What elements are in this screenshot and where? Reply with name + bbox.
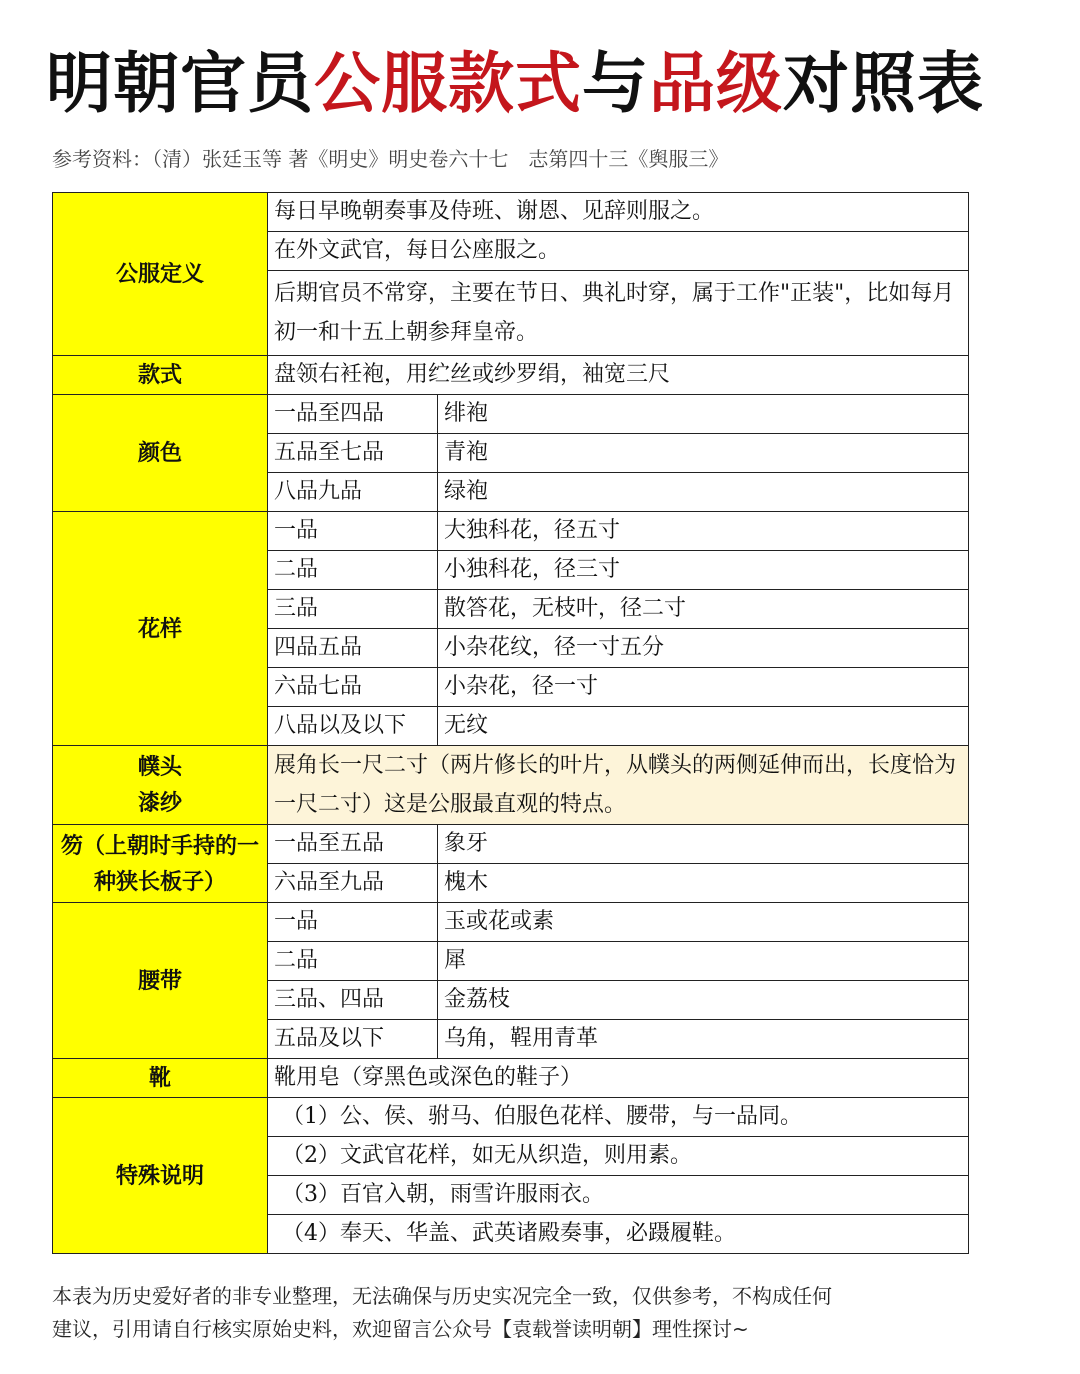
table-row [53,395,969,434]
rank-cell: 六品至九品 [268,864,438,903]
table-row [53,356,969,395]
rank-cell: 一品 [268,512,438,551]
definition-row: 后期官员不常穿，主要在节日、典礼时穿，属于工作"正装"，比如每月初一和十五上朝参拜皇帝。 [268,271,969,356]
rank-cell: 一品 [268,903,438,942]
value-cell: 小杂花纹，径一寸五分 [438,629,969,668]
rank-cell: 六品七品 [268,668,438,707]
definition-row: 在外文武官，每日公座服之。 [268,232,969,271]
title-part5: 对照表 [783,45,984,122]
category-futou [53,746,268,825]
value-cell: 小独科花，径三寸 [438,551,969,590]
rank-cell: 八品以及以下 [268,707,438,746]
category-definition: 公服定义 [53,193,268,356]
value-cell: 绿袍 [438,473,969,512]
value-cell: 槐木 [438,864,969,903]
rank-cell: 一品至四品 [268,395,438,434]
table-row [53,1059,969,1098]
category-style: 款式 [53,356,268,395]
disclaimer-line2: 建议，引用请自行核实原始史料，欢迎留言公众号【袁载誉读明朝】理性探讨~ [52,1317,749,1341]
value-cell: 乌角，鞓用青革 [438,1020,969,1059]
rank-cell: 三品、四品 [268,981,438,1020]
value-cell: 犀 [438,942,969,981]
value-cell: 绯袍 [438,395,969,434]
category-hu: 笏（上朝时手持的一种狭长板子） [53,825,268,903]
note-row: （3）百官入朝，雨雪许服雨衣。 [268,1176,969,1215]
futou-label-line1: 幞头 [137,754,182,780]
table-row [53,825,969,864]
table-row [53,903,969,942]
definition-row: 每日早晚朝奏事及侍班、谢恩、见辞则服之。 [268,193,969,232]
category-pattern: 花样 [53,512,268,746]
title-part2: 公服款式 [314,45,582,122]
title-part3: 与 [582,45,649,122]
note-row: （1）公、侯、驸马、伯服色花样、腰带，与一品同。 [268,1098,969,1137]
futou-value: 展角长一尺二寸（两片修长的叶片，从幞头的两侧延伸而出，长度恰为一尺二寸）这是公服最直观的特点。 [268,746,969,825]
title-part4: 品级 [649,45,783,122]
category-boots: 靴 [53,1059,268,1098]
category-belt: 腰带 [53,903,268,1059]
rank-cell: 一品至五品 [268,825,438,864]
value-cell: 玉或花或素 [438,903,969,942]
category-notes: 特殊说明 [53,1098,268,1254]
value-cell: 象牙 [438,825,969,864]
value-cell: 小杂花，径一寸 [438,668,969,707]
table-row [53,1098,969,1137]
rank-cell: 二品 [268,942,438,981]
title-part1: 明朝官员 [46,45,314,122]
boots-value: 靴用皂（穿黑色或深色的鞋子） [268,1059,969,1098]
value-cell: 大独科花，径五寸 [438,512,969,551]
value-cell: 金荔枝 [438,981,969,1020]
table-row [53,512,969,551]
note-row: （2）文武官花样，如无从织造，则用素。 [268,1137,969,1176]
rank-cell: 五品及以下 [268,1020,438,1059]
page-title [46,34,1046,134]
rank-cell: 五品至七品 [268,434,438,473]
reference-line: 参考资料：（清）张廷玉等 著《明史》明史卷六十七 志第四十三《舆服三》 [52,147,729,171]
category-color: 颜色 [53,395,268,512]
note-row: （4）奉天、华盖、武英诸殿奏事，必蹑履鞋。 [268,1215,969,1254]
table-row [53,746,969,825]
style-value: 盘领右衽袍，用纻丝或纱罗绢，袖宽三尺 [268,356,969,395]
disclaimer [52,1280,992,1346]
disclaimer-line1: 本表为历史爱好者的非专业整理，无法确保与历史实况完全一致，仅供参考，不构成任何 [52,1284,832,1308]
rank-cell: 四品五品 [268,629,438,668]
table-row [53,193,969,232]
value-cell: 青袍 [438,434,969,473]
value-cell: 无纹 [438,707,969,746]
comparison-table [52,192,969,1254]
rank-cell: 二品 [268,551,438,590]
rank-cell: 三品 [268,590,438,629]
rank-cell: 八品九品 [268,473,438,512]
futou-label-line2: 漆纱 [137,790,182,816]
value-cell: 散答花，无枝叶，径二寸 [438,590,969,629]
